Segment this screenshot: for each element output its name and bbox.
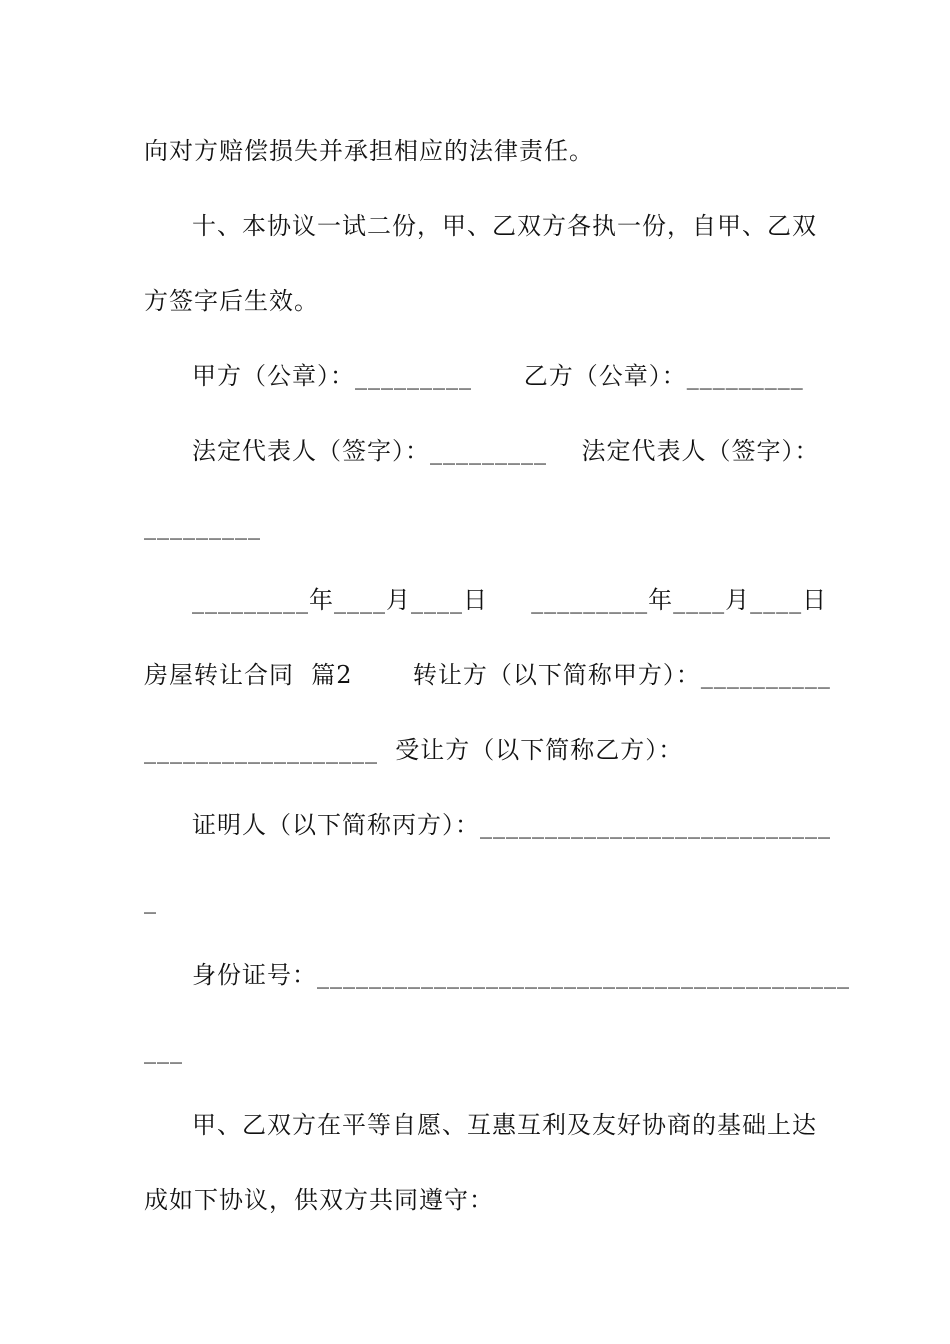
date-line: _________年____月____日 _________年____月____日 [192, 586, 828, 614]
signature-line-representative: 法定代表人（签字）：_________ 法定代表人（签字）： [192, 437, 820, 465]
transferee-line: __________________ 受让方（以下简称乙方）： [144, 736, 684, 764]
witness-blank-continuation: _ [144, 886, 157, 914]
paragraph-line: 方签字后生效。 [144, 287, 319, 315]
paragraph-line: 向对方赔偿损失并承担相应的法律责任。 [144, 137, 594, 165]
contract-title-line: 房屋转让合同 篇2 转让方（以下简称甲方）：__________ [144, 661, 831, 689]
paragraph-line: 十、本协议一试二份，甲、乙双方各执一份，自甲、乙双 [192, 212, 817, 240]
paragraph-line: 甲、乙双方在平等自愿、互惠互利及友好协商的基础上达 [192, 1111, 817, 1139]
id-number-line: 身份证号：_________________________________________ [192, 961, 850, 989]
paragraph-line: 成如下协议，供双方共同遵守： [144, 1186, 494, 1214]
id-number-blank-continuation: ___ [144, 1036, 183, 1064]
signature-blank: _________ [144, 512, 261, 540]
signature-line-seal: 甲方（公章）：_________ 乙方（公章）：_________ [192, 362, 804, 390]
witness-line: 证明人（以下简称丙方）：___________________________ [192, 811, 831, 839]
